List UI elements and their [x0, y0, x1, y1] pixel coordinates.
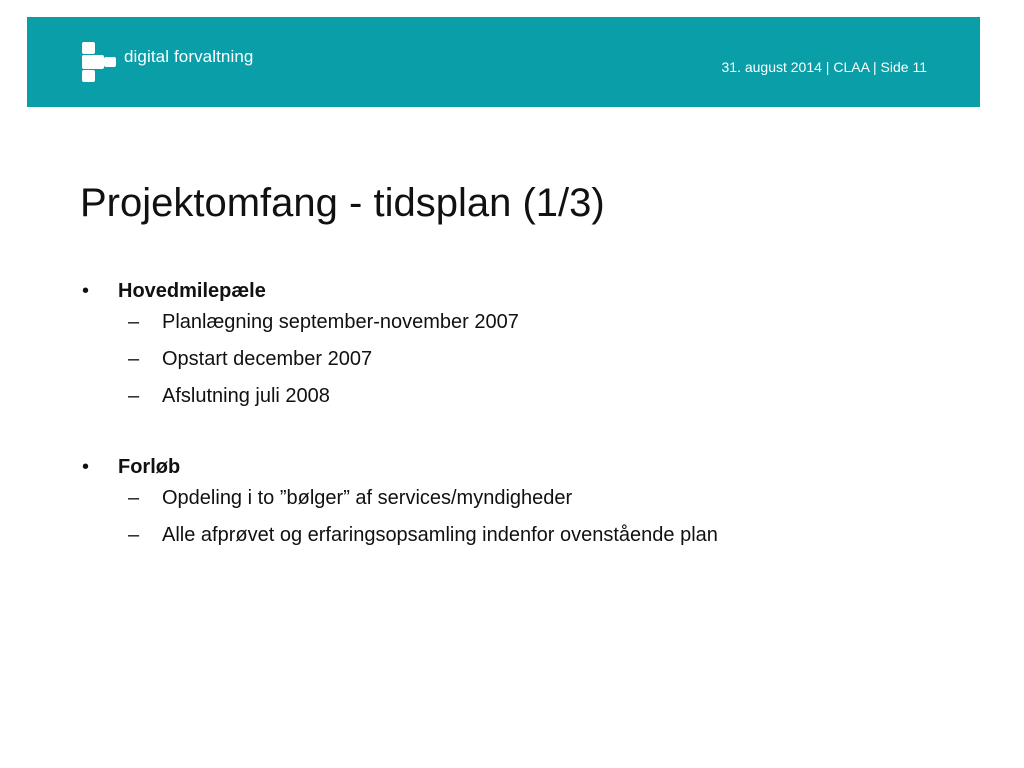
list-item-text: Planlægning september-november 2007: [162, 311, 519, 333]
header-band: [27, 17, 980, 107]
bullet-hovedmilepaele: [80, 280, 960, 422]
logo-text: digital forvaltning: [124, 47, 254, 66]
dash-marker: –: [128, 311, 140, 333]
bullet-marker: •: [82, 456, 90, 478]
list-item: [80, 385, 960, 422]
header-meta: 31. august 2014 | CLAA | Side 11: [721, 59, 927, 75]
list-item: [80, 487, 960, 524]
sub-list: [80, 487, 960, 561]
dash-marker: –: [128, 348, 140, 370]
dash-marker: –: [128, 524, 140, 546]
bullet-marker: •: [82, 280, 90, 302]
list-item-text: Opdeling i to ”bølger” af services/myndigheder: [162, 487, 573, 509]
list-item: [80, 524, 960, 561]
list-item: [80, 348, 960, 385]
dash-marker: –: [128, 385, 140, 407]
digital-forvaltning-logo-icon: [82, 42, 116, 82]
bullet-label: Hovedmilepæle: [118, 280, 266, 302]
bullet-forloeb: [80, 456, 960, 561]
list-item-text: Alle afprøvet og erfaringsopsamling indenfor ovenstående plan: [162, 524, 718, 546]
slide-content: [80, 280, 960, 561]
list-item-text: Opstart december 2007: [162, 348, 373, 370]
logo: [82, 42, 253, 82]
dash-marker: –: [128, 487, 140, 509]
sub-list: [80, 311, 960, 422]
list-item: [80, 311, 960, 348]
bullet-label: Forløb: [118, 456, 181, 478]
list-item-text: Afslutning juli 2008: [162, 385, 330, 407]
slide-title: Projektomfang - tidsplan (1/3): [80, 181, 605, 225]
